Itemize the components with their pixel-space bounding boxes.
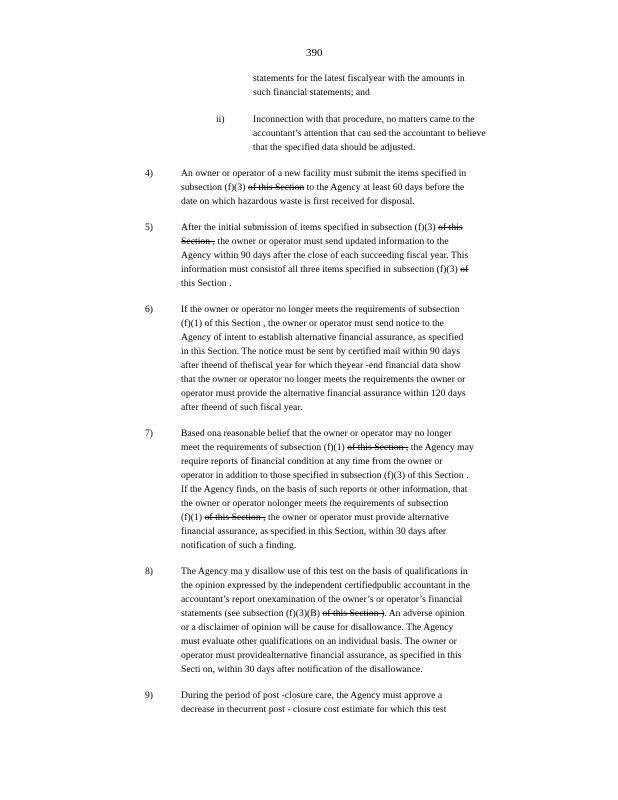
text-span: statements (see subsection (f)(3)(B) bbox=[181, 608, 323, 619]
text-line bbox=[181, 442, 474, 454]
list-marker: 6) bbox=[145, 304, 153, 315]
struck-text: of bbox=[460, 264, 469, 275]
text-line bbox=[181, 222, 463, 234]
text-line: (f)(1) of this Section , the owner or operator must send notice to the bbox=[181, 318, 444, 329]
text-span: the owner or operator must send updated information to the bbox=[215, 236, 449, 247]
text-line: financial assurance, as specified in this Section, within 30 days after bbox=[181, 526, 447, 537]
text-span: (f)(1) bbox=[181, 512, 205, 523]
text-line: decrease in thecurrent post - closure cost estimate for which this test bbox=[181, 704, 447, 715]
text-line: operator must provide the alternative financial assurance within 120 days bbox=[181, 388, 466, 399]
text-line: or a disclaimer of opinion will be cause for disallowance. The Agency bbox=[181, 622, 454, 633]
text-span: meet the requirements of subsection (f)(1) bbox=[181, 442, 348, 453]
text-line bbox=[181, 512, 449, 524]
text-span: the owner or operator must provide alternative bbox=[265, 512, 449, 523]
text-line: An owner or operator of a new facility must submit the items specified in bbox=[181, 168, 467, 179]
text-line: statements for the latest fiscalyear with the amounts in bbox=[253, 73, 465, 84]
text-line: If the owner or operator no longer meets the requirements of subsection bbox=[181, 304, 460, 315]
text-line: accountant’s attention that cau sed the accountant to believe bbox=[253, 128, 486, 139]
list-marker: ii) bbox=[216, 114, 225, 125]
list-marker: 7) bbox=[145, 428, 153, 439]
text-line: operator in addition to those specified in subsection (f)(3) of this Section . bbox=[181, 470, 469, 481]
text-line: in this Section. The notice must be sent by certified mail within 90 days bbox=[181, 346, 460, 357]
text-line bbox=[181, 608, 465, 620]
list-marker: 8) bbox=[145, 566, 153, 577]
text-span: . An adverse opinion bbox=[384, 608, 465, 619]
text-line: that the owner or operator no longer meets the requirements the owner or bbox=[181, 374, 466, 385]
text-span: to the Agency at least 60 days before the bbox=[304, 182, 465, 193]
list-marker: 5) bbox=[145, 222, 153, 233]
text-line: Agency of intent to establish alternative financial assurance, as specified bbox=[181, 332, 464, 343]
text-line: the opinion expressed by the independent certifiedpublic accountant in the bbox=[181, 580, 471, 591]
text-line: this Section . bbox=[181, 278, 232, 289]
list-marker: 4) bbox=[145, 168, 153, 179]
struck-text: of this Section , bbox=[347, 442, 409, 453]
struck-text: of this bbox=[438, 222, 463, 233]
text-line: notification of such a finding. bbox=[181, 540, 297, 551]
text-line: Inconnection with that procedure, no matters came to the bbox=[253, 114, 475, 125]
text-span: subsection (f)(3) bbox=[181, 182, 248, 193]
text-line: operator must providealternative financial assurance, as specified in this bbox=[181, 650, 462, 661]
text-line: after theend of such fiscal year. bbox=[181, 402, 303, 413]
text-line: Secti on, within 30 days after notification of the disallowance. bbox=[181, 664, 423, 675]
text-line: after theend of thefiscal year for which theyear -end financial data show bbox=[181, 360, 461, 371]
text-line: such financial statements; and bbox=[253, 87, 370, 98]
text-line: Based ona reasonable belief that the owner or operator may no longer bbox=[181, 428, 452, 439]
text-span: After the initial submission of items specified in subsection (f)(3) bbox=[181, 222, 439, 233]
text-line: that the specified data should be adjusted. bbox=[253, 142, 416, 153]
text-line: The Agency ma y disallow use of this test on the basis of qualifications in bbox=[181, 566, 468, 577]
text-line: require reports of financial condition at any time from the owner or bbox=[181, 456, 443, 467]
text-line bbox=[181, 182, 464, 194]
list-marker: 9) bbox=[145, 690, 153, 701]
struck-text: Section , bbox=[181, 236, 216, 247]
text-line: must evaluate other qualifications on an individual basis. The owner or bbox=[181, 636, 457, 647]
text-line bbox=[181, 236, 449, 248]
text-line: Agency within 90 days after the close of each succeeding fiscal year. This bbox=[181, 250, 469, 261]
text-span: the Agency may bbox=[408, 442, 474, 453]
text-line: If the Agency finds, on the basis of such reports or other information, that bbox=[181, 484, 468, 495]
text-line: During the period of post -closure care, the Agency must approve a bbox=[181, 690, 443, 701]
text-line: date on which hazardous waste is first received for disposal. bbox=[181, 196, 415, 207]
text-line: accountant’s report onexamination of the owner’s or operator’s financial bbox=[181, 594, 463, 605]
struck-text: of this Section bbox=[247, 182, 305, 193]
page-number: 390 bbox=[306, 47, 323, 59]
struck-text: of this Section ) bbox=[322, 608, 385, 619]
text-line: the owner or operator nolonger meets the requirements of subsection bbox=[181, 498, 449, 509]
text-span: information must consistof all three items specified in subsection (f)(3) bbox=[181, 264, 461, 275]
text-line bbox=[181, 264, 468, 276]
struck-text: of this Section , bbox=[204, 512, 266, 523]
